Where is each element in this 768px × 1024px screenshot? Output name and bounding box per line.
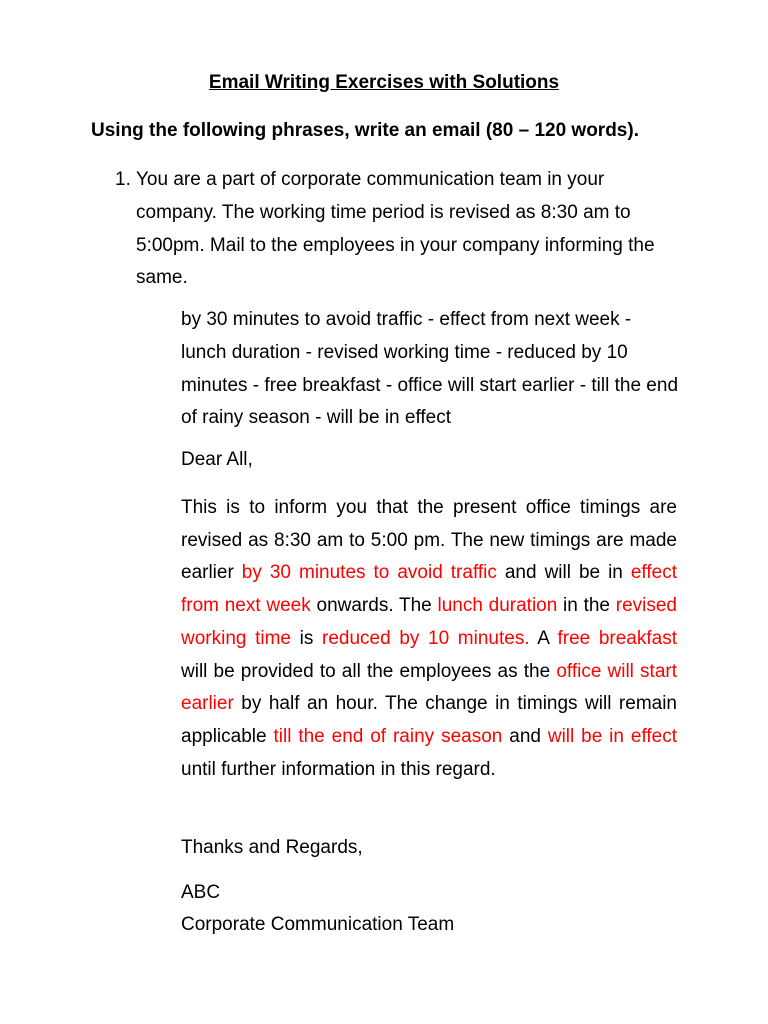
question-number: 1.: [115, 169, 131, 190]
highlighted-phrase: effect from next week: [181, 562, 677, 617]
email-salutation: Dear All,: [181, 449, 253, 470]
question-text: You are a part of corporate communication team in your company. The working time period is revised as 8:30 am to 5:00pm. Mail to the employees in your company informing the same.: [136, 169, 655, 289]
signature-team: Corporate Communication Team: [181, 914, 455, 935]
body-text: in the: [557, 595, 616, 617]
highlighted-phrase: by 30 minutes to avoid traffic: [241, 562, 497, 584]
body-text: This is to inform you that the present office timings are revised as 8:30 am to 5:00 pm. The new timings are made earlier: [181, 497, 677, 584]
phrase-list: by 30 minutes to avoid traffic - effect from next week - lunch duration - revised working time - reduced by 10 minutes - free breakfast - office will start earlier - till the end of rainy season - will be in effect: [181, 309, 679, 429]
signature-name: ABC: [181, 882, 221, 903]
highlighted-phrase: till the end of rainy season: [273, 725, 503, 747]
document-title: Email Writing Exercises with Solutions: [208, 72, 560, 93]
body-text: A: [529, 627, 558, 649]
body-text: by half an hour. The change in timings will remain applicable: [181, 693, 677, 747]
body-text: and will be in: [496, 562, 631, 584]
highlighted-phrase: lunch duration: [437, 595, 558, 617]
highlighted-phrase: reduced by 10 minutes.: [322, 627, 530, 649]
body-text: is: [291, 627, 323, 649]
exercise-instruction: Using the following phrases, write an email (80 – 120 words).: [91, 120, 639, 141]
highlighted-phrase: will be in effect: [547, 725, 678, 747]
highlighted-phrase: free breakfast: [557, 627, 677, 649]
email-closing: Thanks and Regards,: [181, 837, 363, 858]
body-text: until further information in this regard.: [181, 758, 496, 780]
body-text: and: [502, 725, 548, 747]
email-body: [181, 492, 677, 786]
body-text: onwards. The: [310, 595, 438, 617]
highlighted-phrase: office will start earlier: [181, 660, 678, 715]
highlighted-phrase: revised working time: [181, 595, 677, 649]
body-text: will be provided to all the employees as the: [181, 660, 557, 682]
exercise-question: [115, 164, 685, 295]
